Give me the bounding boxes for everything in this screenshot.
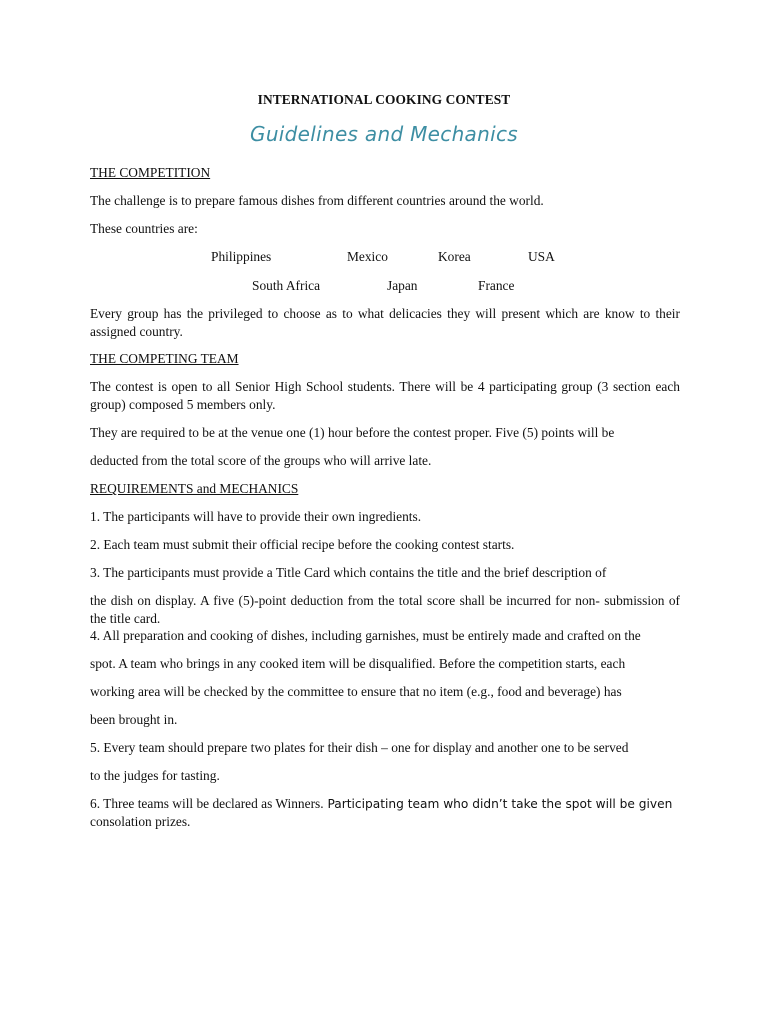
countries-label: These countries are:	[90, 221, 198, 236]
team-paragraph-2-line-1: They are required to be at the venue one (1) hour before the contest proper. Five (5) points will be	[90, 425, 615, 440]
document-title: INTERNATIONAL COOKING CONTEST	[257, 92, 511, 107]
requirement-item-4-line-4: been brought in.	[90, 712, 178, 727]
requirement-item-4-line-2: spot. A team who brings in any cooked item will be disqualified. Before the competition starts, each	[90, 656, 626, 671]
requirement-item-1: 1. The participants will have to provide their own ingredients.	[90, 509, 422, 524]
requirement-item-5-line-2: to the judges for tasting.	[90, 768, 220, 783]
country-japan: Japan	[387, 278, 418, 293]
requirement-item-3-line-1: 3. The participants must provide a Title Card which contains the title and the brief description of	[90, 565, 607, 580]
country-mexico: Mexico	[347, 249, 388, 264]
choice-paragraph: Every group has the privileged to choose as to what delicacies they will present which are know to their assigned country.	[90, 306, 680, 339]
requirement-item-4-line-3: working area will be checked by the committee to ensure that no item (e.g., food and beverage) has	[90, 684, 622, 699]
requirement-item-6-tail: Participating team who didn’t take the spot will be given	[323, 797, 673, 811]
team-heading: THE COMPETING TEAM	[90, 351, 239, 366]
country-south-africa: South Africa	[252, 278, 321, 293]
requirement-item-2: 2. Each team must submit their official recipe before the cooking contest starts.	[90, 537, 515, 552]
requirements-heading: REQUIREMENTS and MECHANICS	[90, 481, 299, 496]
requirement-item-3-line-2: the dish on display. A five (5)-point deduction from the total score shall be incurred for non- submission of the title card.	[90, 593, 680, 626]
team-paragraph-2-line-2: deducted from the total score of the groups who will arrive late.	[90, 453, 432, 468]
requirement-item-6-prefix: 6. Three teams will be declared as Winners.	[90, 796, 324, 811]
country-philippines: Philippines	[211, 249, 272, 264]
requirement-item-4-line-1: 4. All preparation and cooking of dishes, including garnishes, must be entirely made and crafted on the	[90, 628, 641, 643]
country-usa: USA	[528, 249, 555, 264]
document-subtitle: Guidelines and Mechanics	[250, 122, 518, 146]
requirement-item-5-line-1: 5. Every team should prepare two plates for their dish – one for display and another one to be served	[90, 740, 629, 755]
competition-intro: The challenge is to prepare famous dishes from different countries around the world.	[90, 193, 544, 208]
requirement-item-6-line-2: consolation prizes.	[90, 814, 191, 829]
requirement-item-6-line-1	[90, 795, 680, 813]
team-paragraph-1: The contest is open to all Senior High School students. There will be 4 participating group (3 section each group) composed 5 members only.	[90, 379, 680, 412]
competition-heading: THE COMPETITION	[90, 165, 211, 180]
country-france: France	[478, 278, 515, 293]
country-korea: Korea	[438, 249, 471, 264]
